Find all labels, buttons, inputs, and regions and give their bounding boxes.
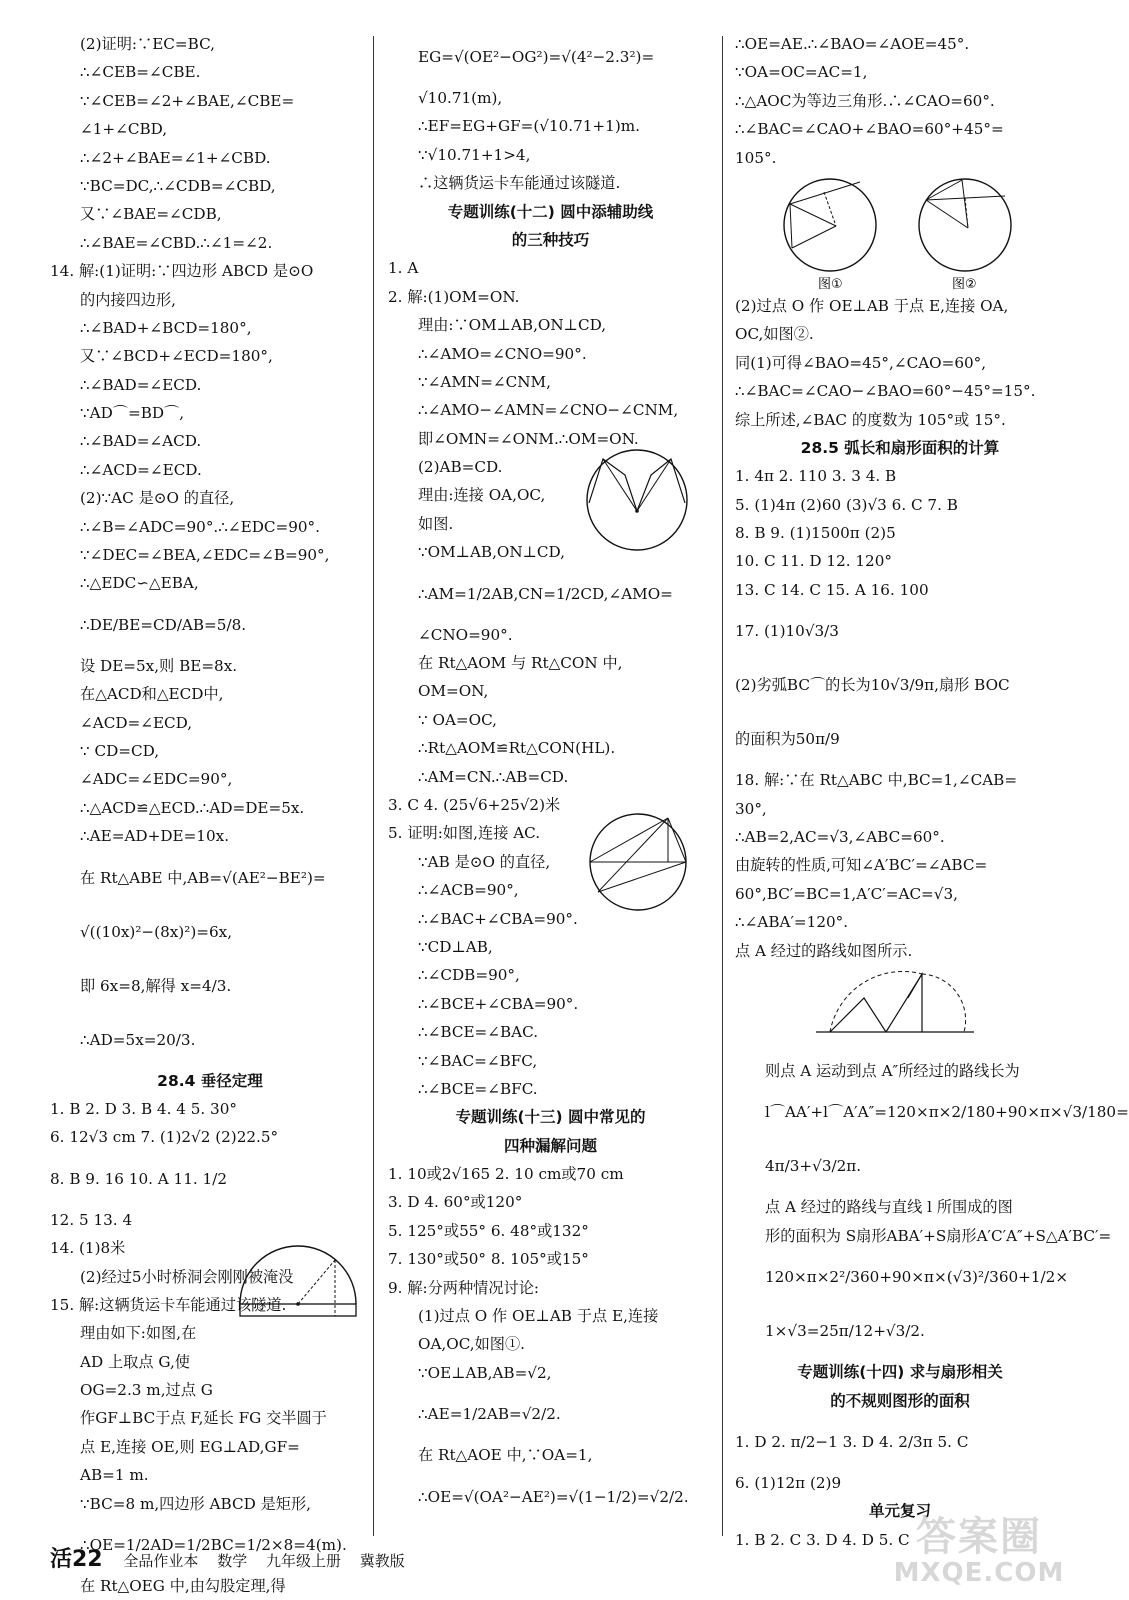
text-line: 6. (1)12π (2)9 [735, 1473, 842, 1492]
text-line: ∴∠BCE=∠BAC. [418, 1023, 539, 1042]
subject: 数学 [217, 1552, 248, 1570]
column-1 [50, 30, 370, 1600]
text-line: 作GF⊥BC于点 F,延长 FG 交半圆于 [80, 1409, 327, 1428]
fig-label-2: 图② [952, 277, 977, 292]
text-line: 1. A [388, 259, 419, 278]
book-title: 全品作业本 [123, 1552, 199, 1570]
text-line: ∴AE=AD+DE=10x. [80, 827, 230, 846]
text-line: 2. 解:(1)OM=ON. [388, 287, 520, 306]
text-line: 即∠OMN=∠ONM.∴OM=ON. [418, 429, 639, 448]
text-line: OA,OC,如图①. [418, 1335, 525, 1354]
circle-chords-figure [575, 445, 705, 555]
text-line: (2)AB=CD. [418, 458, 503, 477]
text-line: 即 6x=8,解得 x=4/3. [80, 976, 232, 995]
text-line: 5. 证明:如图,连接 AC. [388, 824, 541, 843]
text-line: AD 上取点 G,使 [80, 1352, 190, 1371]
text-line: ∵∠DEC=∠BEA,∠EDC=∠B=90°, [80, 546, 330, 565]
page-footer [50, 1545, 419, 1575]
answer-block-training-13 [388, 1160, 713, 1524]
text-line: ∴∠BCE+∠CBA=90°. [418, 994, 579, 1013]
special-training-13-title-1: 专题训练(十三) 圆中常见的 [455, 1108, 646, 1127]
text-line: ∵∠CEB=∠2+∠BAE,∠CBE= [80, 91, 295, 110]
two-circles-figure [780, 170, 1040, 292]
text-line: ∵BC=DC,∴∠CDB=∠CBD, [80, 176, 276, 195]
text-line: ∠1+∠CBD, [80, 120, 168, 139]
text-line: ∵√10.71+1>4, [418, 145, 531, 164]
text-line: 8. B 9. (1)1500π (2)5 [735, 524, 896, 543]
text-line: 1. B 2. C 3. D 4. D 5. C [735, 1530, 910, 1549]
text-line: ∵OM⊥AB,ON⊥CD, [418, 543, 566, 562]
answer-block-training-12 [388, 254, 713, 1103]
text-line: ∴∠CEB=∠CBE. [80, 63, 201, 82]
text-line: 7. 130°或50° 8. 105°或15° [388, 1250, 589, 1269]
text-line: 30°, [735, 799, 767, 818]
text-line: 120×π×2²/360+90×π×(√3)²/360+1/2× [765, 1268, 1069, 1287]
watermark-title: 答案圈 [916, 1514, 1042, 1560]
text-line: ∠ACD=∠ECD, [80, 713, 193, 732]
column-divider [373, 36, 374, 1536]
text-line: 10. C 11. D 12. 120° [735, 552, 892, 571]
text-line: ∴△AOC为等边三角形.∴∠CAO=60°. [735, 91, 995, 110]
special-training-14-title-1: 专题训练(十四) 求与扇形相关 [797, 1363, 1003, 1382]
diameter-chord-figure [578, 810, 708, 910]
text-line: l⌒AA′+l⌒A′A″=120×π×2/180+90×π×√3/180= [765, 1103, 1129, 1122]
fig-label-1: 图① [818, 277, 843, 292]
text-line: 60°,BC′=BC=1,A′C′=AC=√3, [735, 884, 958, 903]
text-line: ∴∠B=∠ADC=90°.∴∠EDC=90°. [80, 517, 320, 536]
answer-block-9-cont [735, 30, 1065, 172]
text-line: 9. 解:分两种情况讨论: [388, 1278, 540, 1297]
text-line: ∴∠ABA′=120°. [735, 913, 849, 932]
text-line: (2)劣弧BC⌒的长为10√3/9π,扇形 BOC [735, 676, 1010, 695]
text-line: ∠CNO=90°. [418, 625, 513, 644]
section-heading-28-4: 28.4 垂径定理 [157, 1071, 263, 1090]
text-line: 1. 4π 2. 110 3. 3 4. B [735, 467, 897, 486]
text-line: ∴∠BAD+∠BCD=180°, [80, 318, 252, 337]
text-line: 由旋转的性质,可知∠A′BC′=∠ABC= [735, 856, 988, 875]
watermark [874, 1515, 1084, 1590]
column-2 [388, 30, 713, 1524]
text-line: ∵CD⊥AB, [418, 937, 493, 956]
page-number: 活22 [50, 1547, 103, 1572]
text-line: 1×√3=25π/12+√3/2. [765, 1322, 925, 1341]
text-line: 8. B 9. 16 10. A 11. 1/2 [50, 1169, 227, 1188]
text-line: ∵ CD=CD, [80, 741, 160, 760]
text-line: (1)过点 O 作 OE⊥AB 于点 E,连接 [418, 1307, 659, 1326]
text-line: ∵OE⊥AB,AB=√2, [418, 1363, 552, 1382]
text-line: 在 Rt△AOM 与 Rt△CON 中, [418, 654, 623, 673]
text-line: ∴AB=2,AC=√3,∠ABC=60°. [735, 828, 945, 847]
text-line: 综上所述,∠BAC 的度数为 105°或 15°. [735, 410, 1006, 429]
text-line: ∴DE/BE=CD/AB=5/8. [80, 615, 247, 634]
text-line: OC,如图②. [735, 325, 814, 344]
text-line: 12. 5 13. 4 [50, 1210, 133, 1229]
text-line: 设 DE=5x,则 BE=8x. [80, 656, 238, 675]
semicircle-tunnel-figure [232, 1252, 362, 1328]
special-training-12-title-2: 的三种技巧 [511, 230, 590, 249]
text-line: 在 Rt△AOE 中,∵OA=1, [418, 1446, 593, 1465]
text-line: ∴AE=1/2AB=√2/2. [418, 1405, 561, 1424]
text-line: ∵BC=8 m,四边形 ABCD 是矩形, [80, 1494, 311, 1513]
text-line: ∴OE=1/2AD=1/2BC=1/2×8=4(m). [80, 1536, 347, 1555]
answer-block-training-14 [735, 1415, 1065, 1497]
text-line: 17. (1)10√3/3 [735, 622, 839, 641]
text-line: ∴∠CDB=90°, [418, 966, 520, 985]
text-line: ∴△EDC∽△EBA, [80, 574, 199, 593]
text-line: ∴∠ACD=∠ECD. [80, 460, 202, 479]
text-line: (2)经过5小时桥洞会刚刚被淹没 [80, 1267, 294, 1286]
text-line: 14. (1)8米 [50, 1239, 126, 1258]
text-line: ∴AM=CN.∴AB=CD. [418, 767, 569, 786]
text-line: ∴∠AMO−∠AMN=∠CNO−∠CNM, [418, 401, 679, 420]
text-line: ∴∠BAC=∠CAO−∠BAO=60°−45°=15°. [735, 382, 1036, 401]
special-training-12-title-1: 专题训练(十二) 圆中添辅助线 [447, 202, 654, 221]
text-line: 则点 A 运动到点 A″所经过的路线长为 [765, 1061, 1020, 1080]
text-line: 的面积为50π/9 [735, 730, 840, 749]
text-line: ∵∠AMN=∠CNM, [418, 372, 551, 391]
text-line: 14. 解:(1)证明:∵四边形 ABCD 是⊙O [50, 262, 314, 281]
special-training-13-title-2: 四种漏解问题 [503, 1136, 597, 1155]
text-line: ∵∠BAC=∠BFC, [418, 1051, 538, 1070]
text-line: ∴∠AMO=∠CNO=90°. [418, 344, 587, 363]
text-line: 理由:∵OM⊥AB,ON⊥CD, [418, 316, 607, 335]
text-line: 点 E,连接 OE,则 EG⊥AD,GF= [80, 1437, 300, 1456]
unit-review-heading: 单元复习 [868, 1502, 931, 1521]
text-line: 1. D 2. π/2−1 3. D 4. 2/3π 5. C [735, 1432, 969, 1451]
text-line: ∴△ACD≌△ECD.∴AD=DE=5x. [80, 798, 305, 817]
text-line: (2)证明:∵EC=BC, [80, 35, 215, 53]
text-line: ∴∠2+∠BAE=∠1+∠CBD. [80, 148, 271, 167]
text-line: 6. 12√3 cm 7. (1)2√2 (2)22.5° [50, 1128, 279, 1147]
answer-block-18-cont [735, 1057, 1129, 1358]
column-divider [722, 36, 723, 1536]
text-line: ∴∠BAE=∠CBD.∴∠1=∠2. [80, 233, 273, 252]
section-heading-28-5: 28.5 弧长和扇形面积的计算 [800, 438, 1000, 457]
text-line: 在△ACD和△ECD中, [80, 685, 224, 704]
text-line: ∴Rt△AOM≌Rt△CON(HL). [418, 739, 616, 758]
text-line: 15. 解:这辆货运卡车能通过该隧道. [50, 1295, 287, 1314]
text-line: ∴AD=5x=20/3. [80, 1030, 196, 1049]
text-line: ∴OE=√(OA²−AE²)=√(1−1/2)=√2/2. [418, 1487, 689, 1506]
text-line: ∵AB 是⊙O 的直径, [418, 852, 551, 871]
answer-block-15-cont [388, 30, 713, 198]
text-line: 点 A 经过的路线如图所示. [735, 941, 913, 960]
special-training-14-title-2: 的不规则图形的面积 [830, 1391, 970, 1410]
text-line: 在 Rt△ABE 中,AB=√(AE²−BE²)= [80, 868, 326, 887]
text-line: ∵ OA=OC, [418, 710, 497, 729]
text-line: OM=ON, [418, 682, 489, 701]
answer-block-9-part2 [735, 292, 1065, 434]
text-line: 的内接四边形, [80, 290, 176, 309]
text-line: ∴∠ACB=90°, [418, 881, 519, 900]
text-line: ∴∠BAD=∠ECD. [80, 375, 202, 394]
text-line: 理由:连接 OA,OC, [418, 486, 546, 505]
text-line: 1. B 2. D 3. B 4. 4 5. 30° [50, 1099, 237, 1118]
text-line: 18. 解:∵在 Rt△ABC 中,BC=1,∠CAB= [735, 771, 1018, 790]
text-line: EG=√(OE²−OG²)=√(4²−2.3²)= [418, 48, 655, 66]
text-line: ∴OE=AE.∴∠BAO=∠AOE=45°. [735, 35, 970, 53]
edition: 冀教版 [359, 1552, 405, 1570]
text-line: 5. (1)4π (2)60 (3)√3 6. C 7. B [735, 495, 958, 514]
text-line: 13. C 14. C 15. A 16. 100 [735, 580, 929, 599]
text-line: ∵OA=OC=AC=1, [735, 63, 868, 82]
text-line: 在 Rt△OEG 中,由勾股定理,得 [80, 1577, 286, 1596]
text-line: ∵AD⌒=BD⌒, [80, 404, 185, 423]
text-line: 4π/3+√3/2π. [765, 1157, 862, 1176]
text-line: ∴∠BAC+∠CBA=90°. [418, 909, 578, 928]
text-line: (2)过点 O 作 OE⊥AB 于点 E,连接 OA, [735, 296, 1009, 315]
text-line: 3. D 4. 60°或120° [388, 1193, 523, 1212]
text-line: ∴EF=EG+GF=(√10.71+1)m. [418, 117, 640, 136]
text-line: √((10x)²−(8x)²)=6x, [80, 922, 233, 941]
text-line: 3. C 4. (25√6+25√2)米 [388, 795, 561, 814]
text-line: ∴∠BAC=∠CAO+∠BAO=60°+45°= [735, 120, 1004, 139]
answer-block-28-5 [735, 462, 1065, 965]
text-line: 理由如下:如图,在 [80, 1324, 197, 1343]
text-line: 5. 125°或55° 6. 48°或132° [388, 1221, 589, 1240]
text-line: 点 A 经过的路线与直线 l 所围成的图 [765, 1198, 1013, 1217]
text-line: ∴这辆货运卡车能通过该隧道. [418, 174, 621, 193]
text-line: 又∵∠BAE=∠CDB, [80, 205, 222, 224]
text-line: 形的面积为 S扇形ABA′+S扇形A′C′A″+S△A′BC′= [765, 1226, 1112, 1245]
text-line: 如图. [418, 514, 454, 533]
watermark-url: MXQE.COM [893, 1558, 1065, 1588]
text-line: ∴∠BAD=∠ACD. [80, 432, 202, 451]
rotation-path-figure [812, 968, 977, 1040]
answer-block-13-14 [50, 30, 370, 1067]
text-line: √10.71(m), [418, 89, 503, 107]
grade: 九年级上册 [266, 1552, 342, 1570]
text-line: 105°. [735, 148, 777, 167]
text-line: ∠ADC=∠EDC=90°, [80, 770, 233, 789]
text-line: 1. 10或2√165 2. 10 cm或70 cm [388, 1165, 624, 1184]
text-line: 又∵∠BCD+∠ECD=180°, [80, 347, 273, 366]
text-line: OG=2.3 m,过点 G [80, 1381, 213, 1400]
text-line: ∴AM=1/2AB,CN=1/2CD,∠AMO= [418, 584, 673, 603]
text-line: (2)∵AC 是⊙O 的直径, [80, 489, 235, 508]
text-line: ∴∠BCE=∠BFC. [418, 1079, 538, 1098]
text-line: 同(1)可得∠BAO=45°,∠CAO=60°, [735, 353, 987, 372]
text-line: AB=1 m. [80, 1466, 149, 1485]
answer-block-28-4 [50, 1095, 370, 1600]
